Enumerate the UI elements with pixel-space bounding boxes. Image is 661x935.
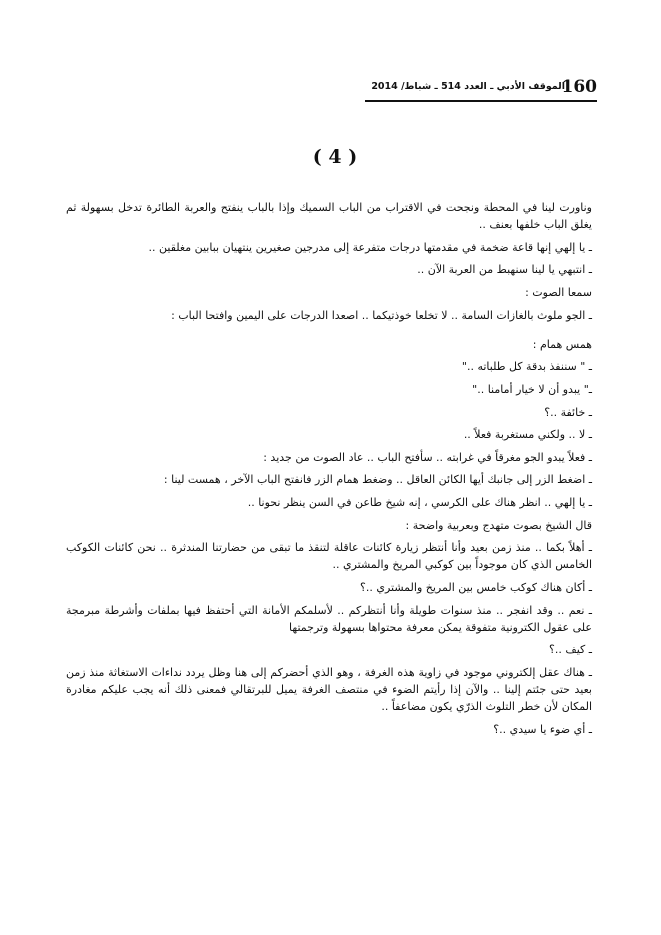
chapter-heading: ( 4 ) bbox=[312, 146, 358, 168]
paragraph: ـ أي ضوء يا سيدي ..؟ bbox=[493, 722, 592, 736]
paragraph: ـ نعم .. وقد انفجر .. منذ سنوات طويلة وأنا أنتظركم .. لأسلمكم الأمانة التي أحتفظ فيها بملفات وأشرطة مبرمجة على عقول الكترونية متفوقة يمكن معرفة محتواها بسهولة وترجمتها bbox=[66, 603, 592, 634]
paragraph: ـ خائفة ..؟ bbox=[544, 405, 592, 419]
paragraph: ـ فعلاً يبدو الجو مغرقاً في غرابته .. سأفتح الباب .. عاد الصوت من جديد : bbox=[263, 450, 592, 464]
paragraph: ـ لا .. ولكني مستغربة فعلاً .. bbox=[463, 428, 592, 442]
paragraph: همس همام : bbox=[532, 337, 592, 351]
paragraph: ـ هناك عقل إلكتروني موجود في زاوية هذه الغرفة ، وهو الذي أحضركم إلى هنا وظل يردد نداءات الاستغاثة منذ زمن بعيد حتى جئتم إلينا .. والآن إذا رأيتم الضوء في منتصف الغرفة يميل للبرتقالي فمعنى ذلك أنه يجب عليكم مغادرة المكان لأن خطر التلوث الذرّي يكون مضاعفاً .. bbox=[66, 665, 592, 714]
paragraph: ـ يا إلهي إنها قاعة ضخمة في مقدمتها درجات متفرعة إلى مدرجين صغيرين ينتهيان ببابين مغلقين .. bbox=[148, 240, 592, 254]
paragraph: ـ أكان هناك كوكب خامس بين المريخ والمشتري ..؟ bbox=[360, 580, 592, 594]
paragraph: ـ اضغط الزر إلى جانبك أيها الكائن العاقل .. وضغط همام الزر فانفتح الباب الآخر ، همست لينا : bbox=[163, 473, 592, 487]
paragraph: ـ كيف ..؟ bbox=[549, 643, 592, 657]
running-header bbox=[365, 76, 597, 102]
paragraph: ـ انتبهي يا لينا سنهبط من العربة الآن .. bbox=[417, 263, 592, 277]
running-title: الموقف الأدبي ـ العدد 514 ـ شباط/ 2014 bbox=[371, 81, 565, 92]
paragraph: قال الشيخ بصوت متهدج وبعربية واضحة : bbox=[405, 518, 592, 532]
paragraph: ـ الجو ملوث بالغازات السامة .. لا تخلعا خوذتيكما .. اصعدا الدرجات على اليمين وافتحا الباب : bbox=[171, 308, 592, 322]
paragraph: ـ أهلاً بكما .. منذ زمن بعيد وأنا أنتظر زيارة كائنات عاقلة لتنقذ ما تبقى من حضارتنا المندثرة .. نحن كائنات الكوكب الخامس الذي كان موجوداً بين كوكبي المريخ والمشتري .. bbox=[66, 541, 592, 572]
page-number: 160 bbox=[561, 77, 597, 97]
paragraph: وناورت لينا في المحطة ونجحت في الاقتراب من الباب السميك وإذا بالباب ينفتح والعربة الطائرة تدخل بسهولة ثم يغلق الباب خلفها بعنف .. bbox=[66, 201, 592, 232]
body-text bbox=[66, 199, 592, 744]
paragraph: ـ" يبدو أن لا خيار أمامنا .." bbox=[472, 382, 592, 396]
paragraph: ـ " سننفذ بدقة كل طلباته .." bbox=[461, 360, 592, 374]
paragraph: ـ يا إلهي .. انظر هناك على الكرسي ، إنه شيخ طاعن في السن ينظر نحونا .. bbox=[247, 495, 592, 509]
paragraph: سمعا الصوت : bbox=[525, 285, 592, 299]
